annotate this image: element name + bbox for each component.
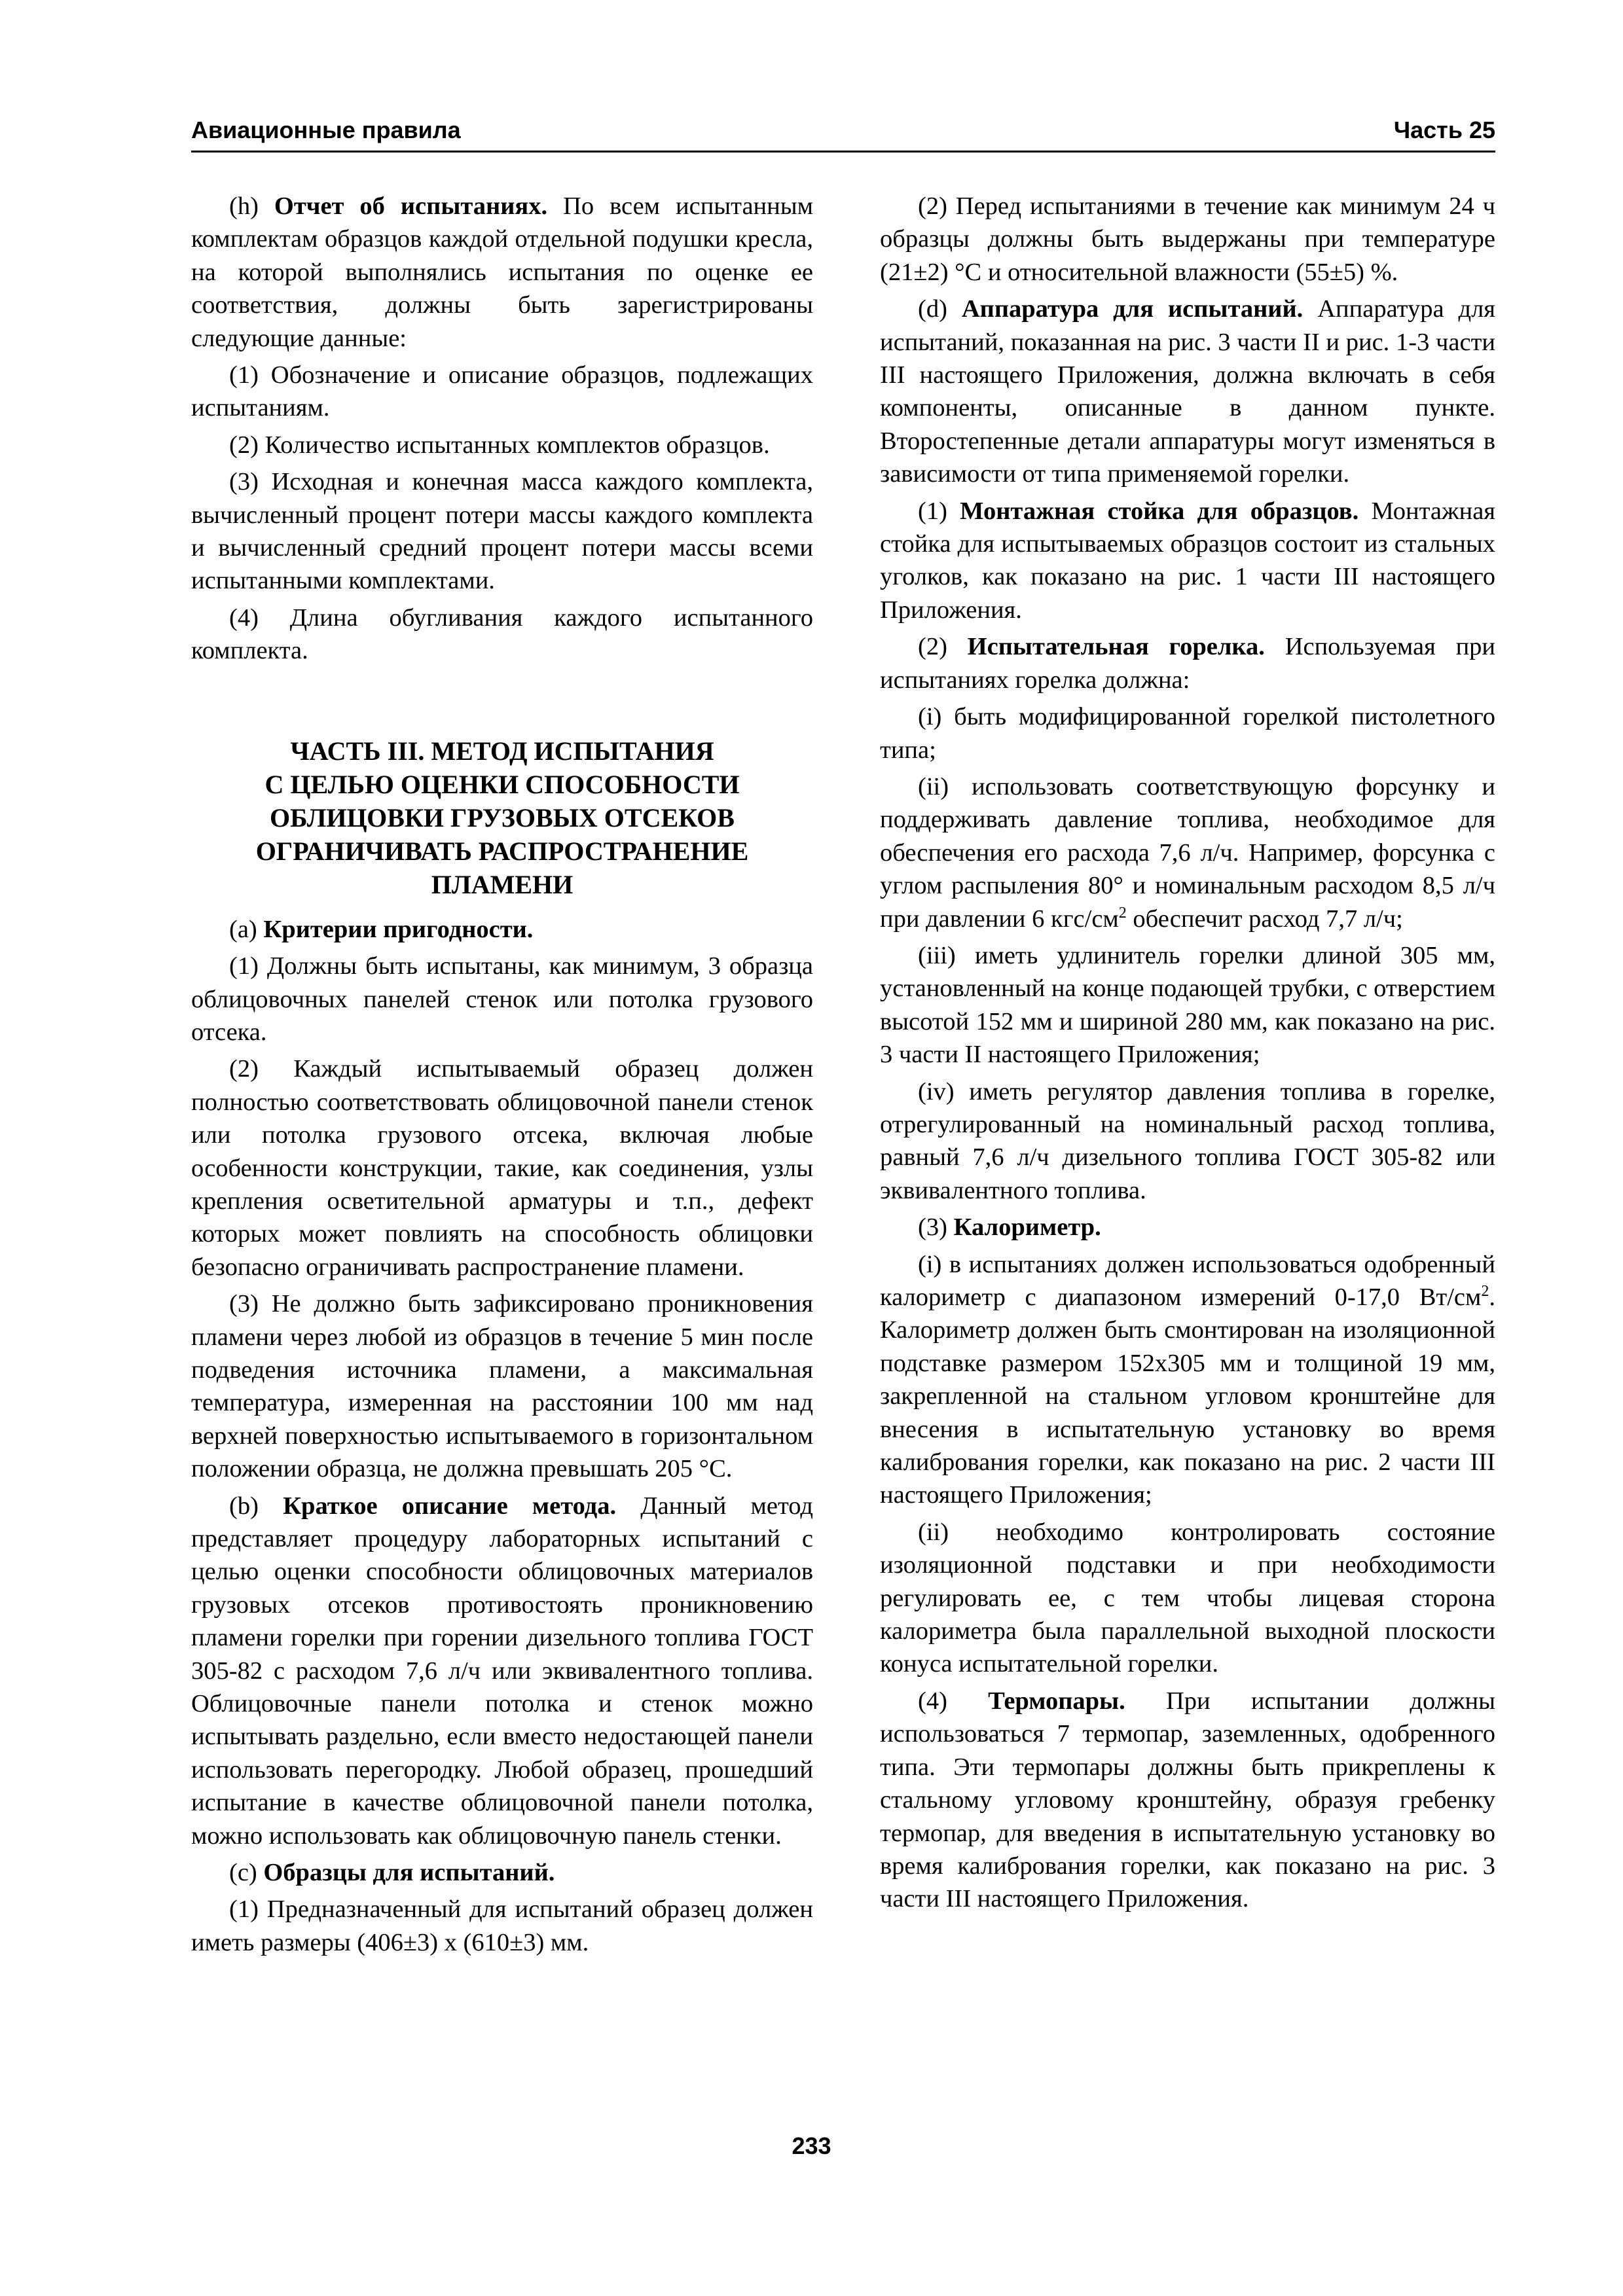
paragraph-d1: (1) Монтажная стойка для образцов. Монтажная стойка для испытываемых образцов состоит из стальных уголков, как показано на рис. 1 части III настоящего Приложения. [880,497,1496,624]
paragraph-d3-i: (i) в испытаниях должен использоваться одобренный калориметр с диапазоном измерений 0-17,0 $Вт/см^2$. Калориметр должен быть смонтирован на изоляционной подставке размером 152х305 мм и толщиной 19 мм, закрепленной на стальном угловом кронштейне для внесения в испытательную установку во время калибрования горелки, как показано на рис. 2 части III настоящего Приложения; [880,1250,1495,1509]
paragraph-d3-ii: (ii) необходимо контролировать состояние изоляционной подставки и при необходимости регулировать ее, с тем чтобы лицевая сторона калориметра была параллельной выходной плоскости конуса испытательной горелки. [880,1518,1495,1678]
paragraph-d3: (3) Калориметр. [918,1213,1101,1242]
left-column [191,190,813,1963]
paragraph-b: (b) Краткое описание метода. Данный метод представляет процедуру лабораторных испытаний с целью оценки способности облицовочных материалов грузовых отсеков противостоять проникновению пламени горелки при горении дизельного топлива ГОСТ 305-82 с расходом 7,6 л/ч или эквивалентного топлива. Облицовочные панели потолка и стенок можно испытывать раздельно, если вместо недостающей панели использовать перегородку. Любой образец, прошедший испытание в качестве облицовочной панели потолка, можно использовать как облицовочную панель стенки. [191,1492,814,1850]
running-header [191,110,1495,152]
paragraph-h3: (3) Исходная и конечная масса каждого комплекта, вычисленный процент потери массы каждого комплекта и вычисленный средний процент потери массы всеми испытанными комплектами. [191,468,813,595]
right-column [880,190,1495,1920]
paragraph-d2-i: (i) быть модифицированной горелкой пистолетного типа; [880,703,1495,764]
paragraph-h2: (2) Количество испытанных комплектов образцов. [229,431,770,459]
paragraph-c: (c) Образцы для испытаний. [229,1859,555,1887]
paragraph-d2-ii: (ii) использовать соответствующую форсунку и поддерживать давление топлива, необходимое для обеспечения его расхода 7,6 л/ч. Например, форсунка с углом распыления 80° и номинальным расходом 8,5 л/ч при давлении 6 кгс/$см^2$ обеспечит расход 7,7 л/ч; [880,772,1495,933]
paragraph-h4: (4) Длина обугливания каждого испытанного комплекта. [191,603,813,665]
header-part: Часть 25 [1393,117,1495,143]
paragraph-a: (a) Критерии пригодности. [229,915,534,943]
paragraph-c1: (1) Предназначенный для испытаний образец должен иметь размеры (406±3) х (610±3) мм. [191,1895,813,1956]
header-title: Авиационные правила [191,117,461,143]
paragraph-a3: (3) Не должно быть зафиксировано проникновения пламени через любой из образцов в течение 5 мин после подведения источника пламени, а максимальная температура, измеренная на расстоянии 100 мм над верхней поверхностью испытываемого в горизонтальном положении образца, не должна превышать 205 °С. [191,1290,813,1483]
paragraph-d2: (2) Испытательная горелка. Используемая при испытаниях горелка должна: [880,633,1496,694]
paragraph-a1: (1) Должны быть испытаны, как минимум, 3 образца облицовочных панелей стенок или потолка грузового отсека. [191,952,813,1046]
paragraph-h1: (1) Обозначение и описание образцов, подлежащих испытаниям. [191,361,813,422]
paragraph-d2-iv: (iv) иметь регулятор давления топлива в горелке, отрегулированный на номинальный расход топлива, равный 7,6 л/ч дизельного топлива ГОСТ 305-82 или эквивалентного топлива. [880,1077,1495,1204]
paragraph-c2: (2) Перед испытаниями в течение как минимум 24 ч образцы должны быть выдержаны при температуре (21±2) °С и относительной влажности (55±5) %. [880,192,1495,286]
paragraph-d2-iii: (iii) иметь удлинитель горелки длиной 305 мм, установленный на конце подающей трубки, с отверстием высотой 152 мм и шириной 280 мм, как показано на рис. 3 части II настоящего Приложения; [880,941,1495,1069]
paragraph-d4: (4) Термопары. При испытании должны использоваться 7 термопар, заземленных, одобренного типа. Эти термопары должны быть прикреплены к стальному угловому кронштейну, образуя гребенку термопар, для введения в испытательную установку во время калибрования горелки, как показано на рис. 3 части III настоящего Приложения. [880,1687,1495,1913]
paragraph-d: (d) Аппаратура для испытаний. Аппаратура для испытаний, показанная на рис. 3 части II и рис. 1-3 части III настоящего Приложения, должна включать в себя компоненты, описанные в данном пункте. Второстепенные детали аппаратуры могут изменяться в зависимости от типа применяемой горелки. [880,295,1495,488]
paragraph-h: (h) Отчет об испытаниях. По всем испытанным комплектам образцов каждой отдельной подушки кресла, на которой выполнялись испытания по оценке ее соответствия, должны быть зарегистрированы следующие данные: [191,192,813,352]
part-title: ЧАСТЬ III. МЕТОД ИСПЫТАНИЯ С ЦЕЛЬЮ ОЦЕНКИ СПОСОБНОСТИ ОБЛИЦОВКИ ГРУЗОВЫХ ОТСЕКОВ ОГРАНИЧИВАТЬ РАСПРОСТРАНЕНИЕ ПЛАМЕНИ [255,736,749,899]
page-number: 233 [792,2132,831,2159]
paragraph-a2: (2) Каждый испытываемый образец должен полностью соответствовать облицовочной панели стенок или потолка грузового отсека, включая любые особенности конструкции, такие, как соединения, узлы крепления осветительной арматуры и т.п., дефект которых может повлиять на способность облицовки безопасно ограничивать распространение пламени. [191,1055,813,1281]
